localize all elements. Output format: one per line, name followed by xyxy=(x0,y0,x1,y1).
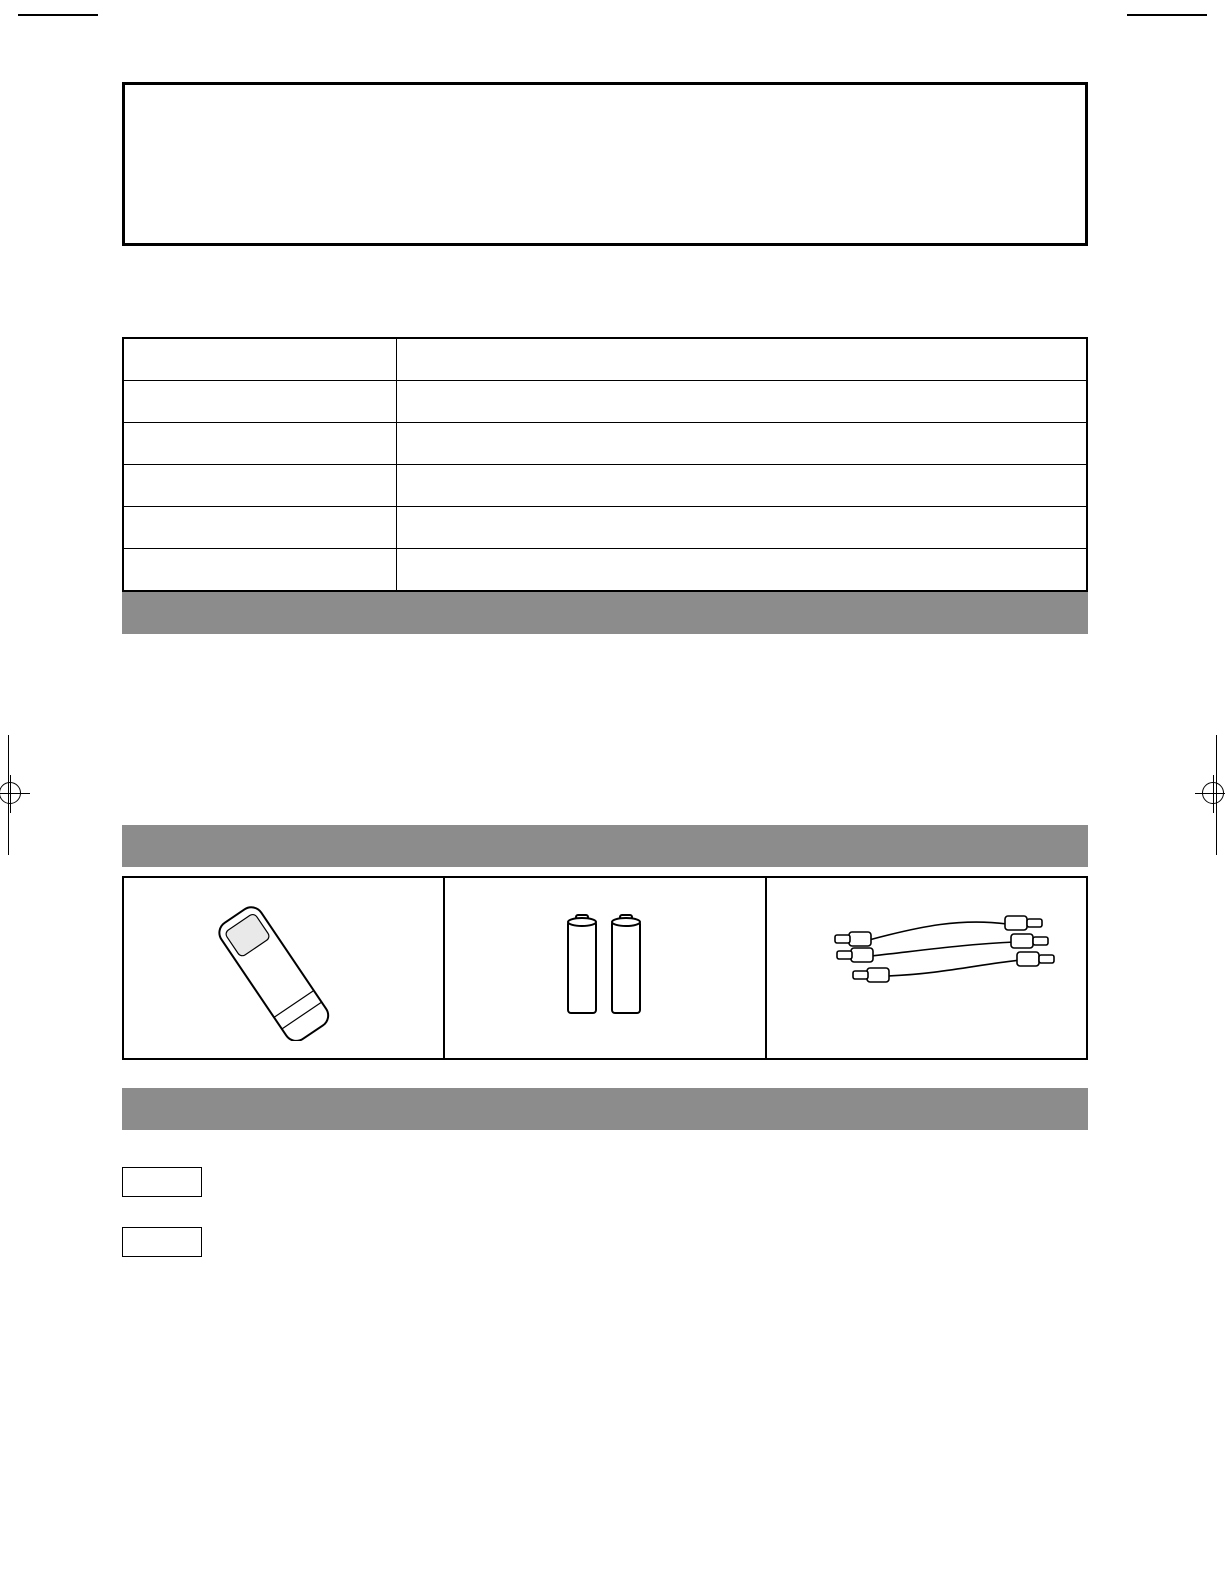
section-header-3 xyxy=(122,1088,1088,1130)
spec-label xyxy=(123,381,397,423)
accessory-cell-batteries xyxy=(445,878,766,1058)
crop-mark-top-right xyxy=(1127,14,1207,16)
spec-label xyxy=(123,338,397,381)
av-cable-icon xyxy=(791,898,1061,1038)
note-tag xyxy=(122,1227,202,1257)
notice-box xyxy=(122,82,1088,246)
batteries-icon xyxy=(530,901,680,1036)
table-row xyxy=(123,338,1087,381)
note-tag xyxy=(122,1167,202,1197)
spec-value xyxy=(397,381,1088,423)
specification-table xyxy=(122,337,1088,592)
accessory-cell-av-cable xyxy=(767,878,1086,1058)
table-row xyxy=(123,381,1087,423)
accessory-cell-remote xyxy=(124,878,445,1058)
table-row xyxy=(123,465,1087,507)
table-row xyxy=(123,507,1087,549)
spec-label xyxy=(123,465,397,507)
registration-mark-left xyxy=(0,775,30,813)
accessories-row xyxy=(122,876,1088,1060)
spec-value xyxy=(397,465,1088,507)
spec-value xyxy=(397,507,1088,549)
spec-value xyxy=(397,338,1088,381)
section-header-2 xyxy=(122,825,1088,867)
crop-mark-top-left xyxy=(18,14,98,16)
spec-label xyxy=(123,507,397,549)
middle-text-block xyxy=(122,650,1088,658)
spec-label xyxy=(123,423,397,465)
note-item xyxy=(122,1227,216,1257)
spec-value xyxy=(397,423,1088,465)
spec-label xyxy=(123,549,397,592)
note-item xyxy=(122,1167,216,1197)
section-header-1 xyxy=(122,592,1088,634)
spec-value xyxy=(397,549,1088,592)
registration-mark-right xyxy=(1195,775,1225,813)
table-row xyxy=(123,549,1087,592)
table-row xyxy=(123,423,1087,465)
remote-control-icon xyxy=(189,891,379,1046)
